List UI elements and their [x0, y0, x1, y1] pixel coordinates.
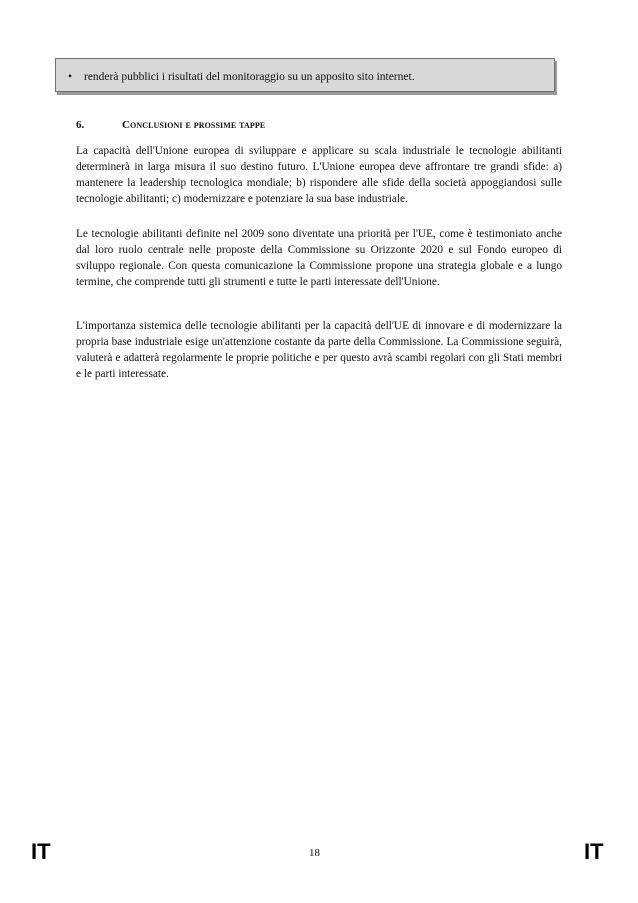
footer-language-right: IT [584, 839, 604, 864]
paragraph-1: La capacità dell'Unione europea di sviluppare e applicare su scala industriale le tecnologie abilitanti determinerà in larga misura il suo destino futuro. L'Unione europea deve affrontare tre grandi sfide: a) mantenere la leadership tecnologica mondiale; b) rispondere alle sfide della società appoggiandosi sulle tecnologie abilitanti; c) modernizzare e potenziare la sua base industriale. [76, 145, 562, 205]
boxed-bullet-item [55, 58, 555, 92]
paragraph-3: L'importanza sistemica delle tecnologie abilitanti per la capacità dell'UE di innovare e di modernizzare la propria base industriale esige un'attenzione costante da parte della Commissione. La Commissione seguirà, valuterà e adatterà regolarmente le proprie politiche e per questo avrà scambi regolari con gli Stati membri e le parti interessate. [76, 320, 562, 380]
section-number: 6. [76, 119, 85, 131]
page-number: 18 [309, 847, 320, 859]
bullet-icon: • [68, 71, 73, 83]
section-title: Conclusioni e prossime tappe [122, 119, 266, 131]
section-heading [76, 118, 265, 132]
footer-language-left: IT [31, 839, 51, 864]
paragraph-2: Le tecnologie abilitanti definite nel 2009 sono diventate una priorità per l'UE, come è testimoniato anche dal loro ruolo centrale nelle proposte della Commissione su Orizzonte 2020 e sul Fondo europeo di sviluppo regionale. Con questa comunicazione la Commissione propone una strategia globale e a lungo termine, che comprende tutti gli strumenti e tutte le parti interessate dell'Unione. [76, 228, 562, 288]
bullet-text: renderà pubblici i risultati del monitoraggio su un apposito sito internet. [84, 71, 415, 83]
